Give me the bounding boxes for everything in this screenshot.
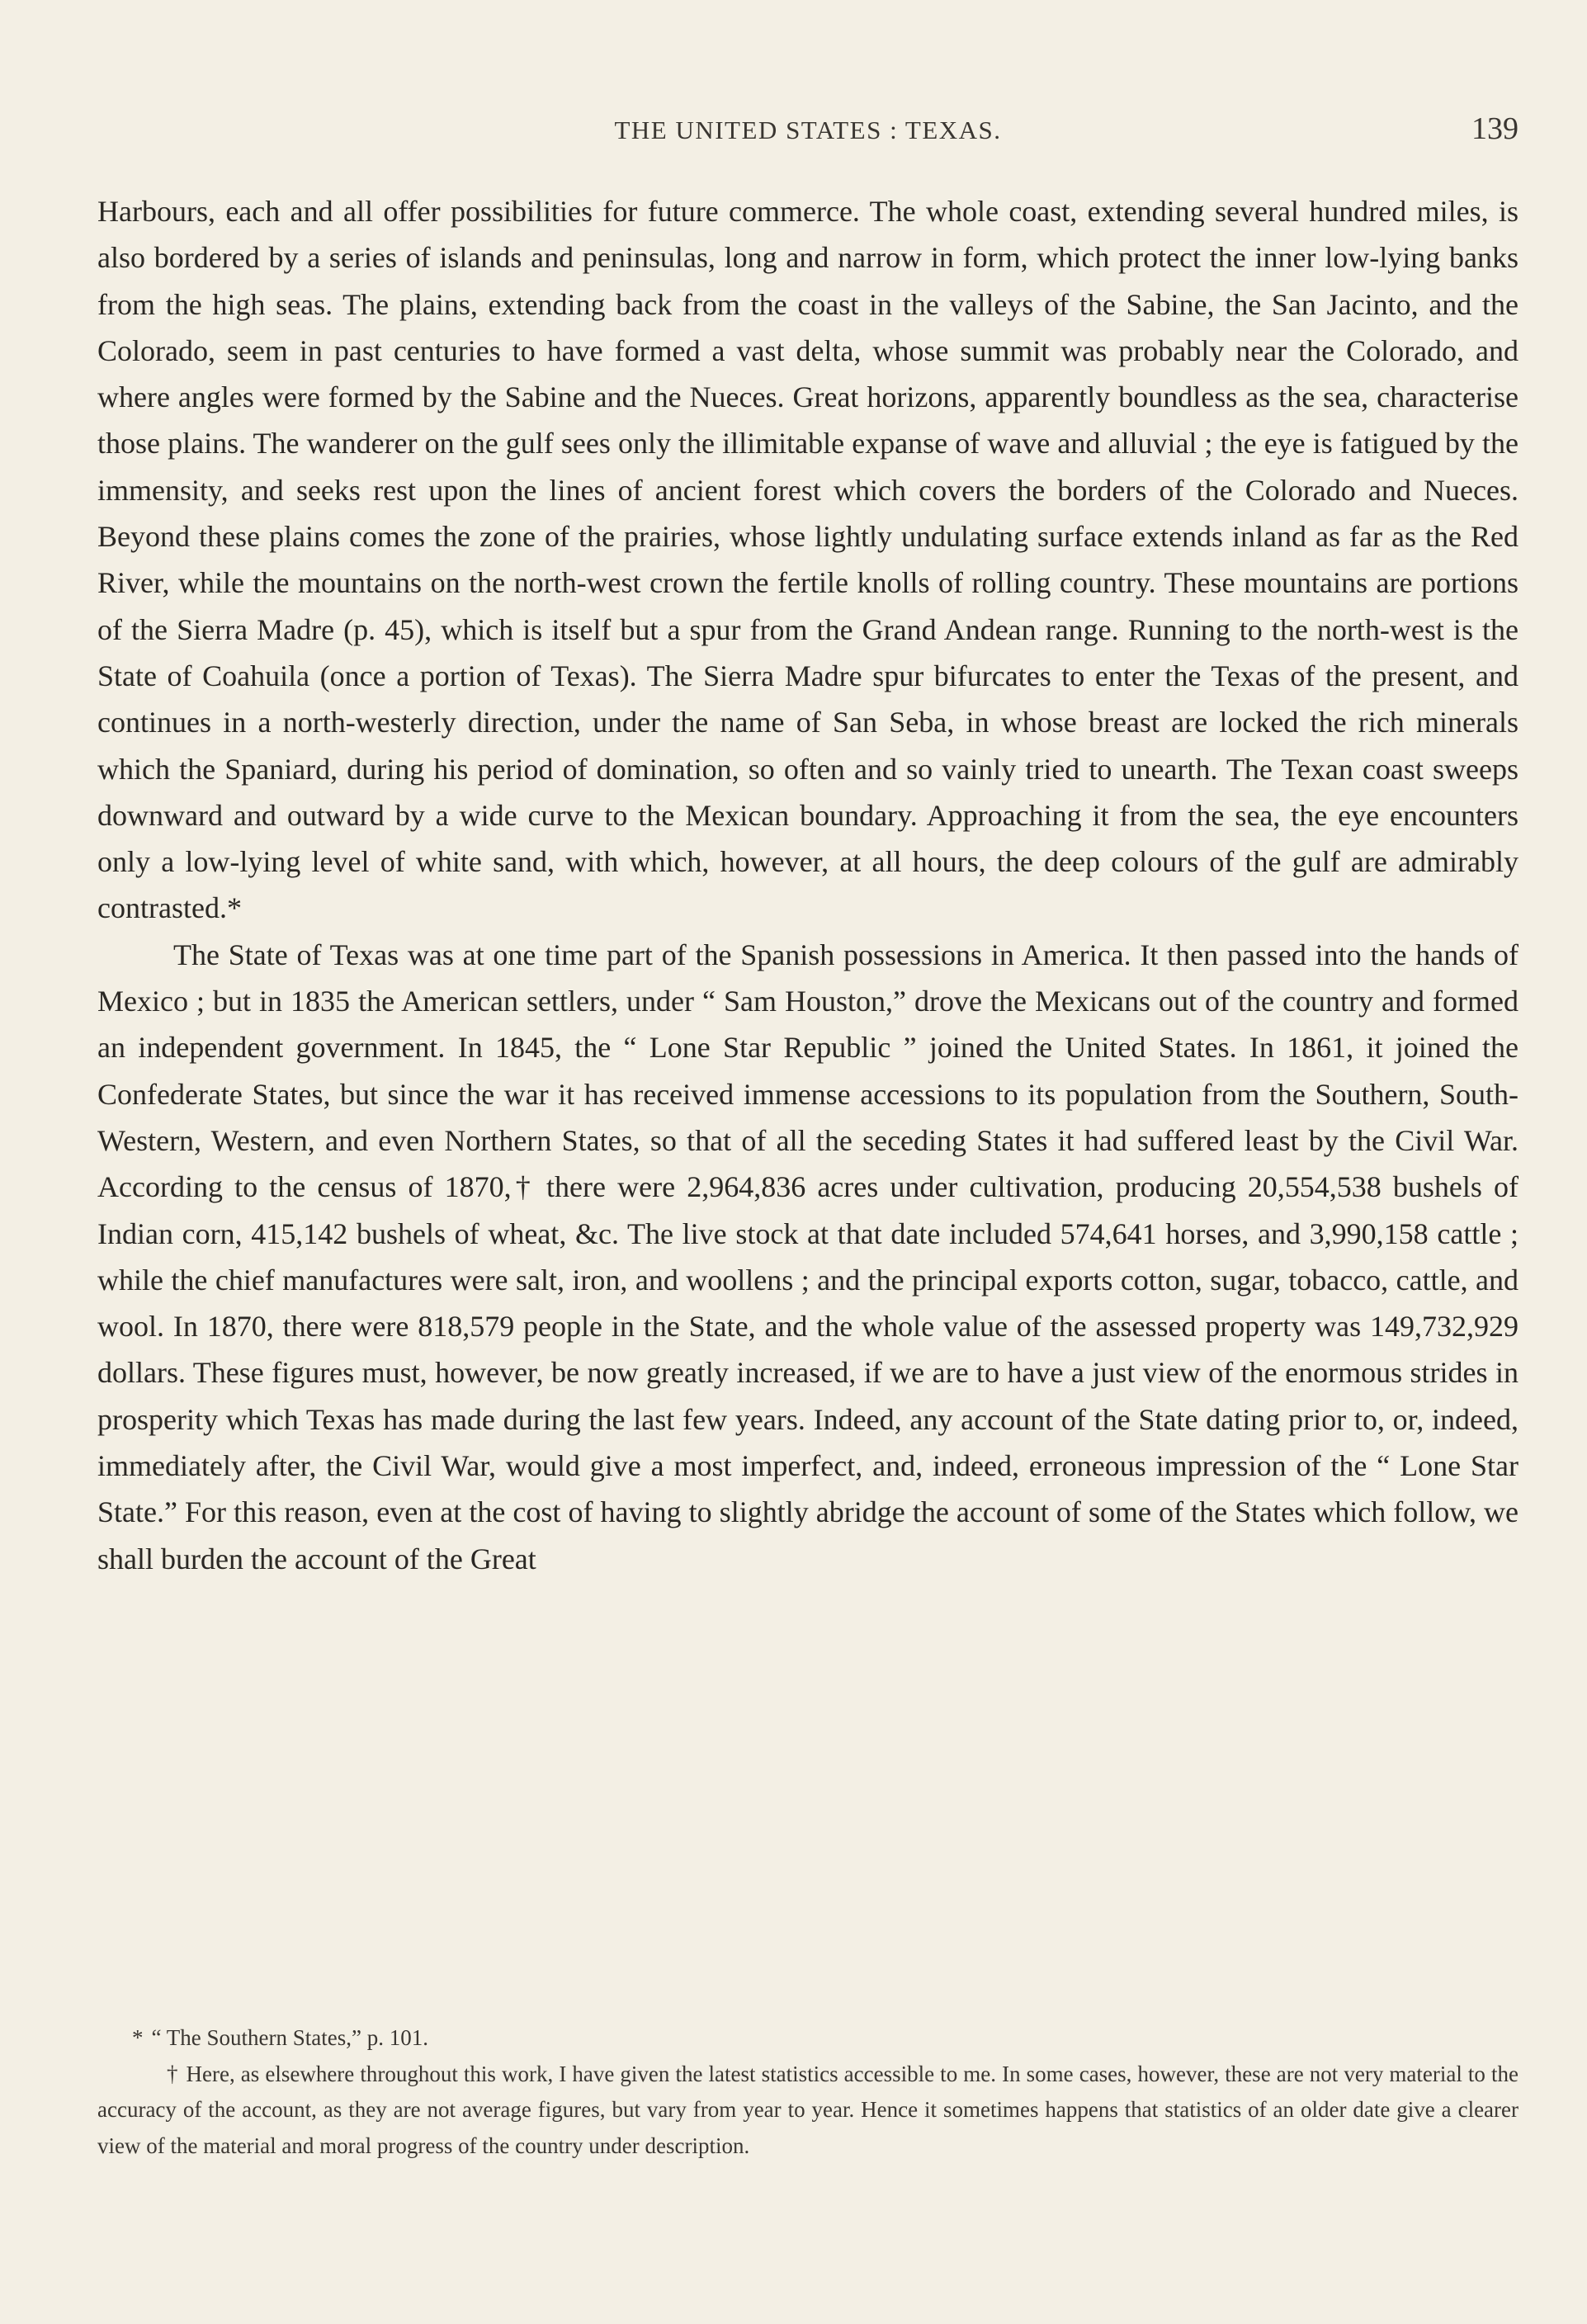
footnotes: [97, 2020, 1519, 2164]
footnote-southern-states-text: “ The Southern States,” p. 101.: [151, 2025, 428, 2050]
page-number: 139: [1471, 111, 1519, 146]
running-title: THE UNITED STATES : TEXAS.: [614, 116, 1002, 144]
footnote-southern-states: [97, 2020, 1519, 2057]
paragraph-coast-description: Harbours, each and all offer possibilities for future commerce. The whole coast, extending several hundred miles, is also bordered by a series of islands and peninsulas, long and narrow in form, which protect the inner low-lying banks from the high seas. The plains, extending back from the coast in the valleys of the Sabine, the San Jacinto, and the Colorado, seem in past centuries to have formed a vast delta, whose summit was probably near the Colorado, and where angles were formed by the Sabine and the Nueces. Great horizons, apparently boundless as the sea, characterise those plains. The wanderer on the gulf sees only the illimitable expanse of wave and alluvial ; the eye is fatigued by the immensity, and seeks rest upon the lines of ancient forest which covers the borders of the Colorado and Nueces. Beyond these plains comes the zone of the prairies, whose lightly undulating surface extends inland as far as the Red River, while the mountains on the north-west crown the fertile knolls of rolling country. These mountains are portions of the Sierra Madre (p. 45), which is itself but a spur from the Grand Andean range. Running to the north-west is the State of Coahuila (once a portion of Texas). The Sierra Madre spur bifurcates to enter the Texas of the present, and continues in a north-westerly direction, under the name of San Seba, in whose breast are locked the rich minerals which the Spaniard, during his period of domination, so often and so vainly tried to unearth. The Texan coast sweeps downward and outward by a wide curve to the Mexican boundary. Approaching it from the sea, the eye encounters only a low-lying level of white sand, with which, however, at all hours, the deep colours of the gulf are admirably contrasted.*: [97, 195, 1519, 925]
footnote-statistics-text: Here, as elsewhere throughout this work, I have given the latest statistics accessible to me. In some cases, however, these are not very material to the accuracy of the account, as they are not average figures, but vary from year to year. Hence it sometimes happens that statistics of an older date give a clearer view of the material and moral progress of the country under description.: [97, 2061, 1519, 2158]
footnote-statistics: [97, 2057, 1519, 2165]
footnote-asterisk-mark: *: [132, 2025, 144, 2050]
footnote-dagger-mark: †: [167, 2061, 178, 2086]
paragraph-state-history: The State of Texas was at one time part of the Spanish possessions in America. It then passed into the hands of Mexico ; but in 1835 the American settlers, under “ Sam Houston,” drove the Mexicans out of the country and formed an independent government. In 1845, the “ Lone Star Republic ” joined the United States. In 1861, it joined the Confederate States, but since the war it has received immense accessions to its population from the Southern, South-Western, Western, and even Northern States, so that of all the seceding States it had suffered least by the Civil War. According to the census of 1870,† there were 2,964,836 acres under cultivation, producing 20,554,538 bushels of Indian corn, 415,142 bushels of wheat, &c. The live stock at that date included 574,641 horses, and 3,990,158 cattle ; while the chief manufactures were salt, iron, and woollens ; and the principal exports cotton, sugar, tobacco, cattle, and wool. In 1870, there were 818,579 people in the State, and the whole value of the assessed property was 149,732,929 dollars. These figures must, however, be now greatly increased, if we are to have a just view of the enormous strides in prosperity which Texas has made during the last few years. Indeed, any account of the State dating prior to, or, indeed, immediately after, the Civil War, would give a most imperfect, and, indeed, erroneous impression of the “ Lone Star State.” For this reason, even at the cost of having to slightly abridge the account of some of the States which follow, we shall burden the account of the Great: [97, 938, 1519, 1575]
running-header: [97, 107, 1519, 157]
body-text: [97, 188, 1519, 1582]
